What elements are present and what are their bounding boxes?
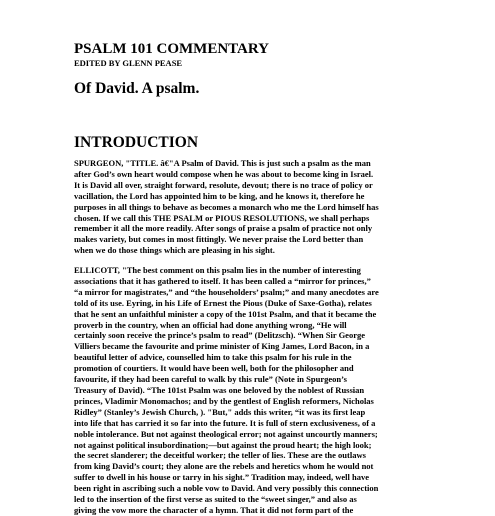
text-line: Treasury of David). “The 101st Psalm was one beloved by the noblest of Russian	[74, 384, 365, 395]
text-line: from king David’s court; they alone are the rebels and heretics whom he would not	[74, 461, 374, 472]
text-line: SPURGEON, "TITLE. â€"A Psalm of David. This is just such a psalm as the man	[74, 158, 371, 168]
text-line: proverb in the country, when an official had done anything wrong, “He will	[74, 319, 347, 330]
text-line: “a mirror for magistrates,” and “the householders’ psalm;” and many anecdotes are	[74, 286, 379, 297]
text-line: It is David all over, straight forward, resolute, devout; there is no trace of policy or	[74, 179, 373, 190]
text-line: suffer to dwell in his house or tarry in his sight.” Tradition may, indeed, well have	[74, 472, 370, 483]
text-line: promotion of courtiers. It would have been well, both for the philosopher and	[74, 363, 354, 374]
text-line: makes variety, but comes in most fittingly. We never praise the Lord better than	[74, 234, 364, 245]
psalm-subtitle: Of David. A psalm.	[74, 80, 200, 97]
text-line: been right in ascribing such a noble vow to David. And very possibly this connection	[74, 483, 379, 494]
text-line: not against political insubordination;—but against the proud heart; the high look;	[74, 439, 372, 450]
text-line: favourite, if they had been careful to walk by this rule” (Note in Spurgeon’s	[74, 374, 347, 385]
text-line: vacillation, the Lord has appointed him to be king, and he knows it, therefore he	[74, 190, 365, 201]
editor-credit: EDITED BY GLENN PEASE	[74, 58, 183, 68]
text-line: ELLICOTT, "The best comment on this psalm lies in the number of interesting	[74, 265, 361, 275]
paragraph-ellicott	[74, 265, 434, 516]
text-line: the secret slanderer; the deceitful worker; the teller of lies. These are the outlaws	[74, 450, 366, 461]
text-line: that he sent an unfaithful minister a copy of the 101st Psalm, and that it became the	[74, 308, 377, 319]
text-line: princes, Vladimir Monomachos; and by the gentlest of English reformers, Nicholas	[74, 395, 374, 406]
text-line: told of its use. Eyring, in his Life of Ernest the Pious (Duke of Saxe-Gotha), relates	[74, 297, 372, 308]
paragraph-spurgeon	[74, 158, 434, 256]
text-line: after God’s own heart would compose when he was about to become king in Israel.	[74, 168, 374, 179]
text-line: associations that it has gathered to itself. It has been called a “mirror for princes,”	[74, 275, 371, 286]
text-line: when we do those things which are pleasing in his sight.	[74, 245, 275, 256]
text-line: led to the insertion of the first verse as suited to the “sweet singer,” and also as	[74, 494, 357, 505]
text-line: chosen. If we call this THE PSALM or PIOUS RESOLUTIONS, we shall perhaps	[74, 212, 370, 223]
document-title: PSALM 101 COMMENTARY	[74, 41, 270, 57]
text-line: giving the vow more the character of a hymn. That it did not form part of the	[74, 504, 354, 515]
text-line: Ridley” (Stanley’s Jewish Church, ). "But," adds this writer, “it was its first leap	[74, 406, 366, 417]
text-line: remember it all the more readily. After songs of praise a psalm of practice not only	[74, 223, 373, 234]
section-heading: INTRODUCTION	[74, 134, 199, 151]
text-line: into life that has carried it so far into the future. It is full of stern exclusiveness, of a	[74, 417, 376, 428]
text-line: certainly soon receive the prince’s psalm to read” (Delitzsch). “When Sir George	[74, 330, 365, 341]
text-line: purposes in all things to behave as becomes a monarch who me the Lord himself has	[74, 201, 379, 212]
text-line: noble intolerance. But not against theological error; not against uncourtly manners;	[74, 428, 378, 439]
text-line: beautiful letter of advice, counselled him to take this psalm for his rule in the	[74, 352, 352, 363]
text-line: Villiers became the favourite and prime minister of King James, Lord Bacon, in a	[74, 341, 370, 352]
